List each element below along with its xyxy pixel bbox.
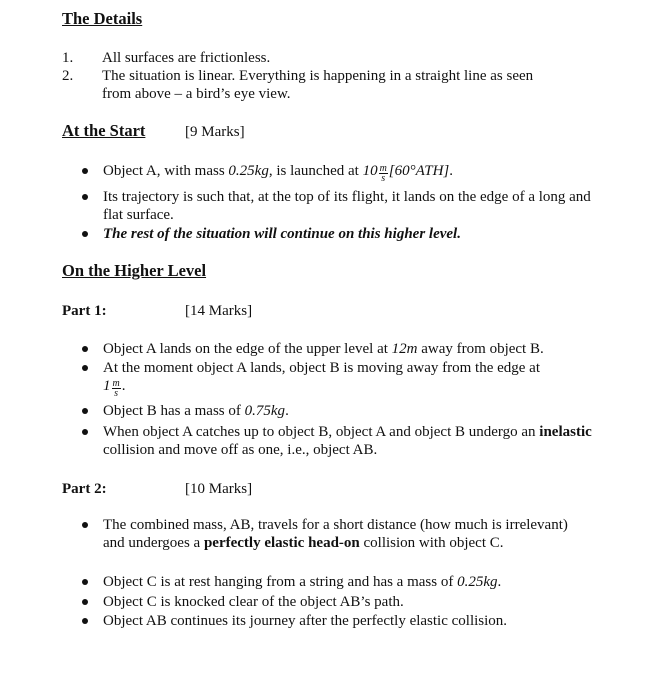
unit-fraction: [112, 379, 121, 398]
bullet-text: [103, 423, 602, 459]
text-run: .: [497, 574, 502, 590]
start-marks: [9 Marks]: [185, 124, 245, 140]
part1-marks: [14 Marks]: [185, 303, 253, 319]
part2-bullet-4: [82, 612, 602, 630]
part1-bullet-3: [82, 402, 602, 420]
text-run: Object A lands on the edge of the upper level at: [103, 341, 392, 357]
bullet-icon: [82, 408, 88, 414]
text-run: When object A catches up to object B, object A and object B undergo an: [103, 424, 540, 440]
fraction-denominator: s: [381, 173, 386, 184]
text-run: away from object B.: [417, 341, 544, 357]
bullet-icon: [82, 522, 88, 528]
bullet-text: [103, 359, 602, 398]
bullet-text: Object C is knocked clear of the object AB’s path.: [103, 594, 404, 610]
detail-text-line: The situation is linear. Everything is happening in a straight line as seen: [102, 68, 534, 84]
bullet-text: [103, 402, 602, 420]
distance-value: 12m: [391, 341, 418, 357]
part2-bullet-3: [82, 593, 602, 611]
text-run: Object C is at rest hanging from a string and has a mass of: [103, 574, 458, 590]
start-bullet-2: [82, 188, 602, 224]
detail-number: 2.: [62, 68, 74, 84]
mass-value: 0.25kg: [457, 574, 498, 590]
detail-number: 1.: [62, 50, 74, 66]
speed-line: [103, 377, 602, 398]
part1-label: Part 1:: [62, 303, 107, 319]
bullet-icon: [82, 429, 88, 435]
speed-value: 10: [362, 163, 378, 179]
bullet-text: Object AB continues its journey after the perfectly elastic collision.: [103, 613, 508, 629]
text-run: .: [449, 163, 454, 179]
part2-bullet-1: [82, 516, 602, 552]
text-run: collision and move off as one, i.e., object AB.: [103, 442, 378, 458]
unit-fraction: [379, 164, 388, 183]
bullet-text: [103, 340, 602, 358]
emphasis-text: inelastic: [539, 424, 592, 440]
higher-heading: On the Higher Level: [62, 261, 207, 280]
bullet-text: Its trajectory is such that, at the top of its flight, it lands on the edge of a long and flat surface.: [103, 189, 591, 223]
text-run: , is launched at: [268, 163, 363, 179]
bullet-text: The rest of the situation will continue on this higher level.: [103, 226, 461, 242]
mass-value: 0.75kg: [244, 403, 286, 419]
part2-marks: [10 Marks]: [185, 481, 253, 497]
bullet-icon: [82, 346, 88, 352]
part2-label: Part 2:: [62, 481, 107, 497]
part2-bullet-2: [82, 573, 602, 591]
bullet-text: [103, 162, 602, 183]
text-run: Object B has a mass of: [103, 403, 245, 419]
bullet-text: [103, 516, 573, 552]
speed-value: 1: [103, 378, 111, 394]
text-run: The combined mass, AB, travels for a short distance (how much is irrelevant) and undergoes a: [103, 517, 568, 551]
part1-bullet-2: [82, 359, 602, 398]
details-heading: The Details: [62, 9, 143, 28]
bullet-icon: [82, 365, 88, 371]
bullet-icon: [82, 194, 88, 200]
text-run: collision with object C.: [359, 535, 504, 551]
text-run: .: [285, 403, 289, 419]
bullet-icon: [82, 599, 88, 605]
bullet-icon: [82, 618, 88, 624]
mass-value: 0.25kg: [228, 163, 269, 179]
start-bullet-1: [82, 162, 602, 183]
fraction-numerator: m: [379, 163, 387, 174]
detail-item-1: [62, 49, 622, 67]
bullet-icon: [82, 579, 88, 585]
direction-value: [60°ATH]: [388, 163, 450, 179]
part1-bullet-1: [82, 340, 602, 358]
text-run: At the moment object A lands, object B is moving away from the edge at: [103, 360, 540, 376]
bullet-icon: [82, 231, 88, 237]
fraction-numerator: m: [112, 378, 120, 389]
detail-item-2: [62, 67, 622, 103]
start-heading: At the Start: [62, 121, 146, 140]
emphasis-text: perfectly elastic head-on: [203, 535, 360, 551]
bullet-text: [103, 573, 602, 591]
detail-text: All surfaces are frictionless.: [102, 50, 271, 66]
start-bullet-3: [82, 225, 602, 243]
detail-text: [102, 67, 622, 103]
bullet-icon: [82, 168, 88, 174]
detail-text-line: from above – a bird’s eye view.: [102, 86, 291, 102]
part1-bullet-4: [82, 423, 602, 459]
fraction-denominator: s: [114, 388, 119, 399]
text-run: Object A, with mass: [103, 163, 229, 179]
text-run: .: [121, 378, 126, 394]
